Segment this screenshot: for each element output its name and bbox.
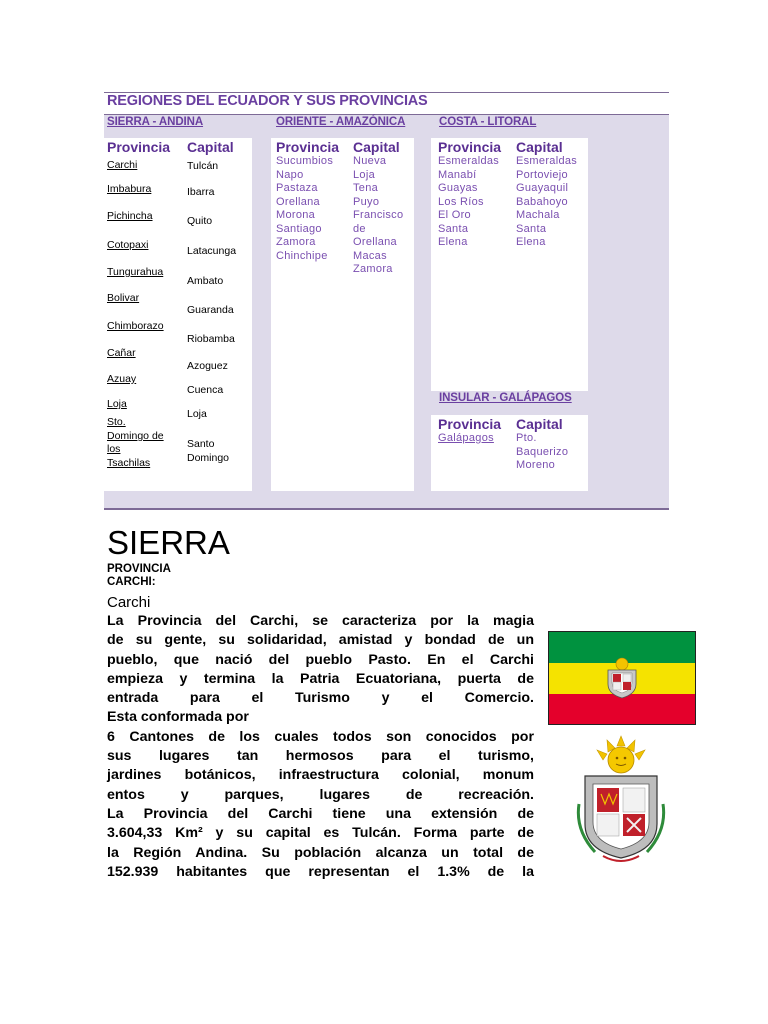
- carchi-flag-icon: [548, 631, 696, 725]
- oriente-capitales-list: [353, 155, 403, 277]
- list-item: Morona: [276, 209, 316, 221]
- list-item: Babahoyo: [516, 195, 568, 208]
- list-item: Zamora: [276, 236, 316, 248]
- section-subheading: [107, 563, 171, 589]
- list-item: Elena: [516, 236, 546, 248]
- paragraph-line: entos y parques, lugares de recreación.: [107, 786, 534, 803]
- list-item: Elena: [438, 236, 468, 248]
- paragraph-line: 3.604,33 Km² y su capital es Tulcán. Forma parte de: [107, 825, 534, 842]
- list-item: Cuenca: [187, 384, 224, 396]
- sierra-col-capital: Capital: [187, 139, 234, 155]
- list-item: Sto.: [107, 416, 126, 428]
- paragraph-line: 6 Cantones de los cuales todos son conocidos por: [107, 728, 534, 745]
- list-item: Guayas: [438, 182, 478, 194]
- list-item: Baquerizo: [516, 445, 569, 458]
- region-header-costa: COSTA - LITORAL: [439, 116, 537, 128]
- paragraph-line: sus lugares tan hermosos para el turismo,: [107, 748, 534, 765]
- list-item: Azuay: [107, 373, 137, 385]
- insular-col-provincia: Provincia: [438, 416, 502, 432]
- subheading-line: PROVINCIA: [107, 563, 171, 575]
- list-item: Chinchipe: [276, 249, 328, 262]
- list-item: Pto.: [516, 432, 537, 444]
- paragraph-line: Esta conformada por: [107, 709, 249, 726]
- province-description: [107, 612, 534, 882]
- list-item: Orellana: [276, 195, 320, 208]
- list-item: Cotopaxi: [107, 239, 149, 251]
- list-item: Zamora: [353, 263, 393, 275]
- list-item: Esmeraldas: [516, 155, 578, 167]
- paragraph-line: de su gente, su solidaridad, amistad y bondad de un: [107, 632, 534, 649]
- oriente-col-capital: Capital: [353, 139, 400, 155]
- list-item: Quito: [187, 215, 213, 227]
- region-header-sierra: SIERRA - ANDINA: [107, 116, 204, 128]
- list-item: Francisco: [353, 209, 404, 221]
- list-item: Santiago: [276, 222, 322, 235]
- list-item: Tena: [353, 182, 379, 194]
- list-item: Loja: [187, 408, 207, 420]
- insular-provincias-list: [438, 432, 494, 446]
- list-item: Domingo de: [107, 430, 164, 442]
- list-item: Guayaquil: [516, 182, 569, 194]
- table-bottom-rule: [104, 508, 669, 510]
- subheading-line: CARCHI:: [107, 576, 156, 588]
- region-header-oriente: ORIENTE - AMAZÓNICA: [276, 116, 406, 128]
- list-item: Domingo: [187, 452, 230, 464]
- list-item: Pastaza: [276, 182, 318, 194]
- paragraph-line: empieza y termina la Patria Ecuatoriana, puerta de: [107, 670, 534, 687]
- list-item: Macas: [353, 249, 387, 262]
- list-item: Ibarra: [187, 186, 215, 198]
- region-header-insular: INSULAR - GALÁPAGOS: [439, 392, 572, 404]
- list-item: El Oro: [438, 209, 471, 221]
- list-item: Sucumbios: [276, 155, 334, 167]
- paragraph-line: La Provincia del Carchi tiene una extensión de: [107, 805, 534, 822]
- list-item: Tsachilas: [107, 457, 151, 469]
- list-item: Guaranda: [187, 304, 234, 316]
- oriente-provincias-list: [276, 155, 333, 263]
- list-item: Azoguez: [187, 360, 228, 372]
- list-item: Santo: [187, 438, 215, 450]
- list-item: de: [353, 222, 366, 235]
- list-item: Puyo: [353, 195, 380, 208]
- paragraph-line: La Provincia del Carchi, se caracteriza por la magia: [107, 613, 534, 629]
- costa-col-capital: Capital: [516, 139, 563, 155]
- paragraph-line: 152.939 habitantes que representan el 1.3% de la: [107, 863, 534, 880]
- sierra-col-provincia: Provincia: [107, 139, 171, 155]
- list-item: Manabí: [438, 168, 477, 181]
- list-item: Machala: [516, 209, 560, 221]
- list-item: Ambato: [187, 275, 224, 287]
- costa-capitales-list: [516, 155, 577, 250]
- list-item: Napo: [276, 168, 304, 181]
- list-item: Tulcán: [187, 160, 219, 172]
- costa-col-provincia: Provincia: [438, 139, 502, 155]
- list-item: Loja: [353, 168, 375, 181]
- list-item: Santa: [516, 222, 547, 235]
- list-item: Tungurahua: [107, 266, 164, 278]
- list-item: Los Ríos: [438, 195, 484, 208]
- carchi-coat-of-arms-icon: [575, 734, 667, 866]
- list-item: Esmeraldas: [438, 155, 500, 167]
- insular-col-capital: Capital: [516, 416, 563, 432]
- costa-provincias-list: [438, 155, 499, 250]
- list-item: Pichincha: [107, 210, 153, 222]
- list-item: Carchi: [107, 159, 138, 171]
- oriente-col-provincia: Provincia: [276, 139, 340, 155]
- list-item: Galápagos: [438, 432, 494, 444]
- list-item: Imbabura: [107, 183, 152, 195]
- list-item: Orellana: [353, 236, 397, 248]
- province-name: Carchi: [107, 594, 151, 611]
- list-item: Chimborazo: [107, 320, 164, 332]
- insular-capitales-list: [516, 432, 568, 473]
- list-item: Moreno: [516, 459, 556, 471]
- paragraph-line: pueblo, que nació del pueblo Pasto. En el Carchi: [107, 651, 534, 668]
- section-heading: SIERRA: [107, 524, 230, 561]
- list-item: Portoviejo: [516, 168, 568, 181]
- paragraph-line: jardines botánicos, infraestructura colonial, monum: [107, 767, 534, 784]
- list-item: los: [107, 443, 121, 455]
- list-item: Latacunga: [187, 245, 237, 257]
- table-title: REGIONES DEL ECUADOR Y SUS PROVINCIAS: [107, 93, 428, 109]
- list-item: Santa: [438, 222, 469, 235]
- list-item: Riobamba: [187, 333, 235, 345]
- list-item: Nueva: [353, 155, 387, 167]
- paragraph-line: entrada para el Turismo y el Comercio.: [107, 690, 534, 707]
- list-item: Bolivar: [107, 292, 140, 304]
- list-item: Loja: [107, 398, 127, 410]
- list-item: Cañar: [107, 347, 136, 359]
- paragraph-line: la Región Andina. Su población alcanza un total de: [107, 844, 534, 861]
